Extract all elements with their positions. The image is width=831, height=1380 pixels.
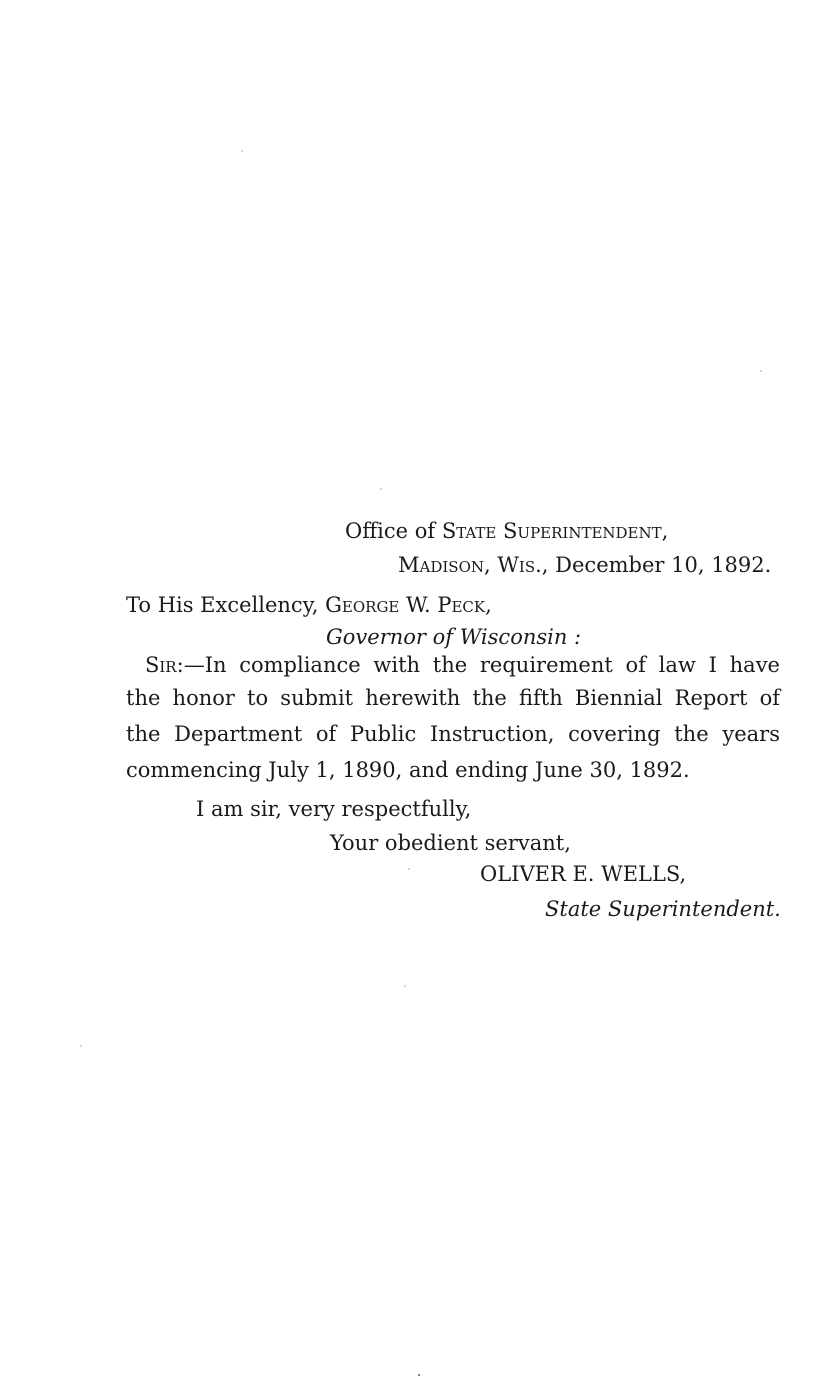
dateline: [398, 552, 771, 578]
salutation: Sir:: [145, 653, 184, 677]
paper-speck: [80, 1045, 82, 1047]
paper-speck: [380, 488, 382, 490]
body-line-3: the Department of Public Instruction, covering the years: [126, 722, 780, 746]
body-line-1: [145, 652, 780, 678]
paper-speck: [404, 985, 406, 987]
paper-speck: [418, 1374, 420, 1376]
addressee-line: [126, 592, 492, 618]
valediction: Your obedient servant,: [330, 831, 571, 855]
signature: OLIVER E. WELLS,: [480, 862, 687, 886]
office-name: State Superintendent,: [441, 519, 669, 543]
office-prefix: Office of: [345, 519, 436, 543]
body-line-4: commencing July 1, 1890, and ending June 30, 1892.: [126, 758, 690, 782]
body-line-1-text: —In compliance with the requirement of law I have: [183, 653, 780, 677]
addressee-prefix: To His Excellency,: [126, 593, 319, 617]
body-line-2: the honor to submit herewith the fifth Biennial Report of: [126, 686, 780, 710]
office-line: [345, 518, 668, 544]
closing: I am sir, very respectfully,: [196, 797, 472, 821]
letter-date: December 10, 1892.: [555, 553, 772, 577]
addressee-title: Governor of Wisconsin :: [326, 625, 582, 649]
signatory-title: State Superintendent.: [545, 897, 781, 921]
paper-speck: [241, 150, 243, 152]
place: Madison, Wis.,: [398, 553, 549, 577]
paper-speck: [408, 868, 410, 870]
paper-speck: [760, 370, 762, 372]
addressee-name: George W. Peck,: [325, 593, 492, 617]
